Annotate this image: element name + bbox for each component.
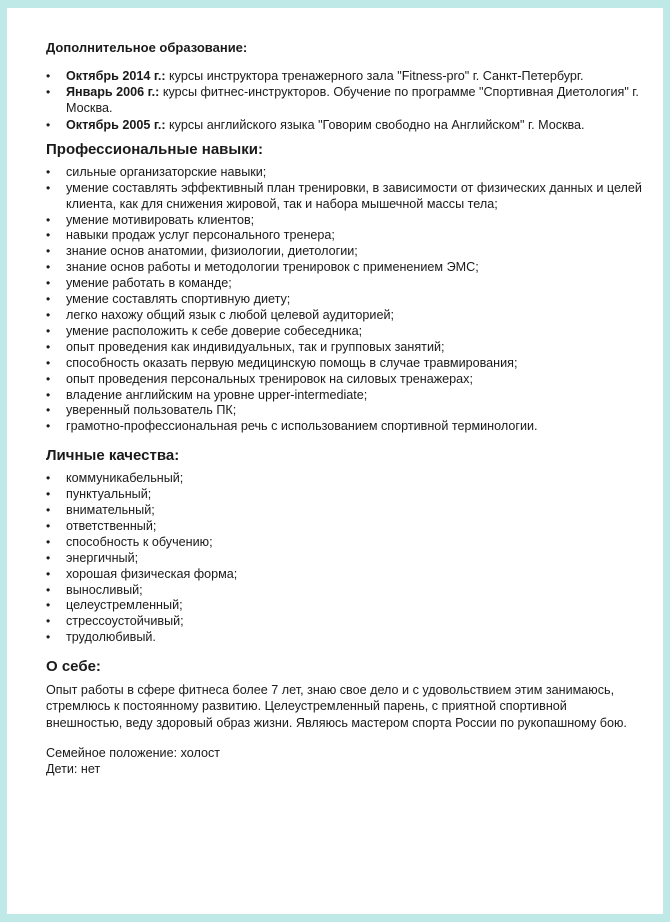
qualities-heading: Личные качества: — [46, 447, 180, 465]
list-item: • навыки продаж услуг персонального тренера; — [46, 228, 643, 244]
list-item: • знание основ работы и методологии тренировок с применением ЭМС; — [46, 260, 643, 276]
list-item: • трудолюбивый. — [46, 630, 643, 646]
education-heading: Дополнительное образование: — [46, 40, 248, 55]
marital-status: Семейное положение: холост — [46, 745, 221, 760]
about-heading: О себе: — [46, 658, 101, 676]
list-item — [46, 117, 643, 133]
children-status: Дети: нет — [46, 762, 101, 776]
education-text: курсы английского языка "Говорим свободно на Английском" г. Москва. — [165, 117, 585, 132]
list-item: • умение работать в команде; — [46, 276, 643, 292]
list-item: • выносливый; — [46, 583, 643, 599]
list-item: • пунктуальный; — [46, 487, 643, 503]
list-item: • легко нахожу общий язык с любой целевой аудиторией; — [46, 308, 643, 324]
list-item: • умение расположить к себе доверие собеседника; — [46, 324, 643, 340]
list-item: • способность оказать первую медицинскую помощь в случае травмирования; — [46, 356, 643, 372]
education-date: Октябрь 2014 г.: — [66, 69, 166, 83]
education-text: курсы фитнес-инструкторов. Обучение по программе "Спортивная Диетология" г. Москва. — [66, 85, 639, 116]
list-item: • уверенный пользователь ПК; — [46, 403, 643, 419]
education-text: курсы инструктора тренажерного зала "Fitness-pro" г. Санкт-Петербург. — [165, 69, 584, 83]
list-item: • опыт проведения как индивидуальных, так и групповых занятий; — [46, 340, 643, 356]
list-item: • внимательный; — [46, 503, 643, 519]
list-item: • сильные организаторские навыки; — [46, 165, 643, 181]
list-item: • опыт проведения персональных тренировок на силовых тренажерах; — [46, 372, 643, 388]
list-item: • умение составлять спортивную диету; — [46, 292, 643, 308]
list-item: • способность к обучению; — [46, 535, 643, 551]
list-item — [46, 68, 643, 84]
qualities-list — [46, 471, 643, 646]
list-item: • целеустремленный; — [46, 598, 643, 614]
list-item: • хорошая физическая форма; — [46, 567, 643, 583]
list-item: • грамотно-профессиональная речь с использованием спортивной терминологии. — [46, 419, 643, 435]
education-date: Январь 2006 г.: — [66, 85, 160, 100]
list-item: • стрессоустойчивый; — [46, 614, 643, 630]
list-item: • энергичный; — [46, 551, 643, 567]
resume-page — [7, 8, 663, 914]
skills-list — [46, 165, 643, 435]
list-item: • владение английским на уровне upper-intermediate; — [46, 388, 643, 404]
list-item: • ответственный; — [46, 519, 643, 535]
skills-heading: Профессиональные навыки: — [46, 140, 263, 158]
about-text: Опыт работы в сфере фитнеса более 7 лет, знаю свое дело и с удовольствием этим занимаюсь, стремлюсь к постоянному развитию. Целеустремленный парень, с приятной спортивной внешностью, веду здоровый образ жизни. Являюсь мастером спорта России по рукопашному бою. — [46, 683, 627, 730]
education-list — [46, 68, 643, 133]
list-item — [46, 84, 643, 116]
education-date: Октябрь 2005 г.: — [66, 117, 166, 132]
list-item: • коммуникабельный; — [46, 471, 643, 487]
list-item: • умение мотивировать клиентов; — [46, 213, 643, 229]
list-item: • знание основ анатомии, физиологии, диетологии; — [46, 244, 643, 260]
list-item: • умение составлять эффективный план тренировки, в зависимости от физических данных и целей клиента, как для снижения жировой, так и набора мышечной массы тела; — [46, 181, 643, 213]
